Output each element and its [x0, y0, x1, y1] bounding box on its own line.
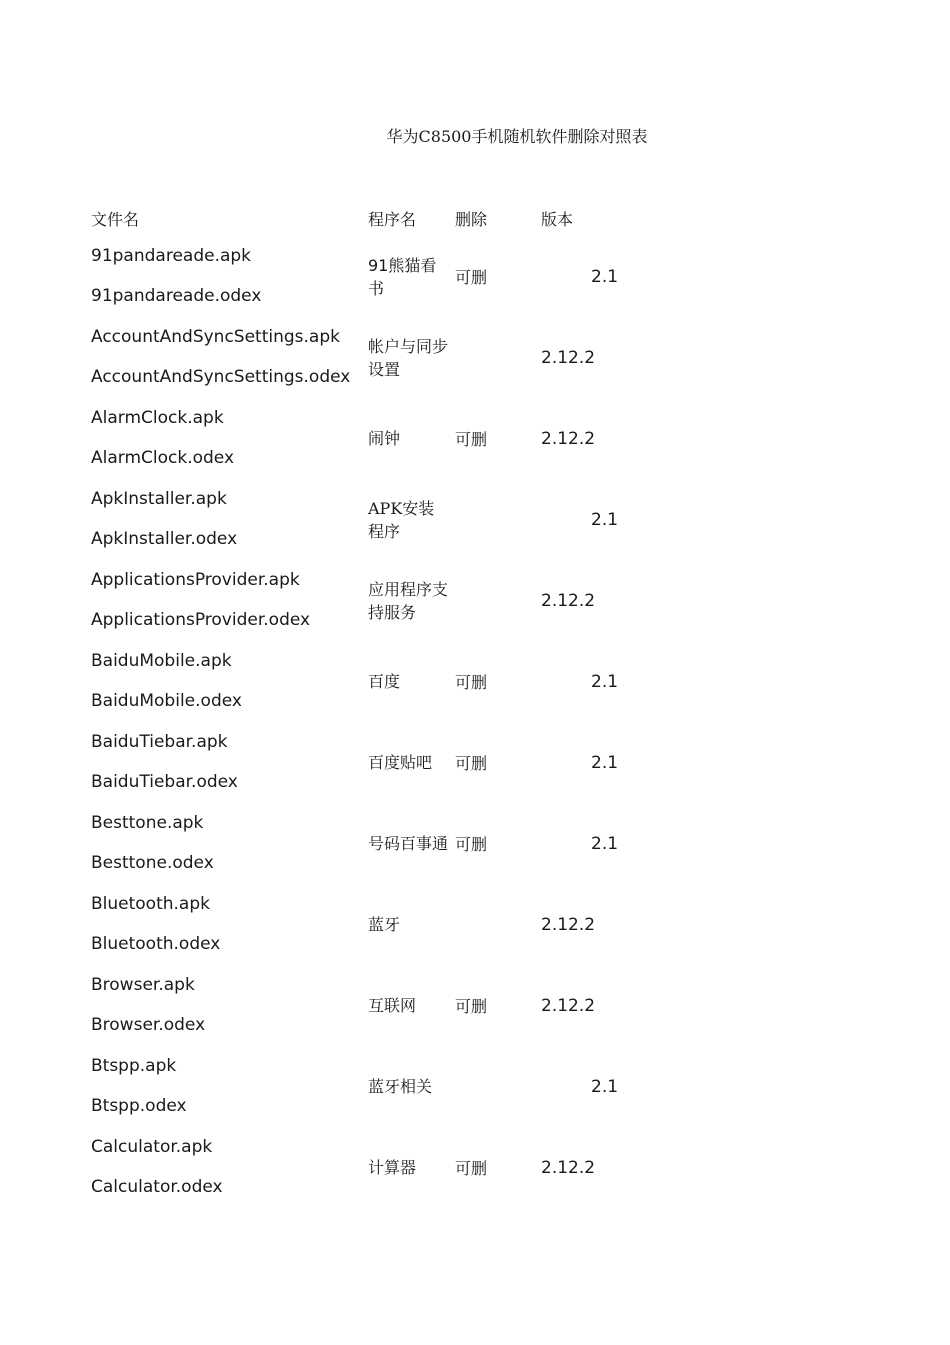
odex-filename: AccountAndSyncSettings.odex: [91, 367, 351, 387]
delete-status: 可删: [455, 1159, 488, 1178]
table-row: [0, 965, 950, 1046]
version: 2.1: [591, 671, 619, 692]
version: 2.12.2: [541, 1157, 596, 1178]
table-row: [0, 1046, 950, 1127]
program-name: APK安装程序: [368, 498, 435, 541]
program-name: 闹钟: [368, 429, 401, 448]
program-name: 号码百事通: [368, 834, 449, 853]
header-filename: 文件名: [91, 210, 140, 229]
apk-filename: AlarmClock.apk: [91, 408, 224, 428]
odex-filename: ApplicationsProvider.odex: [91, 610, 311, 630]
file-table: [0, 236, 950, 1208]
program-name: 蓝牙: [368, 915, 401, 934]
apk-filename: ApplicationsProvider.apk: [91, 570, 300, 590]
table-row: [0, 560, 950, 641]
table-row: [0, 884, 950, 965]
version: 2.12.2: [541, 995, 596, 1016]
header-version: 版本: [541, 210, 574, 229]
table-row: [0, 803, 950, 884]
version: 2.12.2: [541, 590, 596, 611]
program-name: 计算器: [368, 1158, 417, 1177]
delete-status: 可删: [455, 835, 488, 854]
odex-filename: BaiduMobile.odex: [91, 691, 242, 711]
odex-filename: BaiduTiebar.odex: [91, 772, 238, 792]
odex-filename: Besttone.odex: [91, 853, 214, 873]
header-program: 程序名: [368, 210, 417, 229]
delete-status: 可删: [455, 268, 488, 287]
odex-filename: Btspp.odex: [91, 1096, 187, 1116]
delete-status: 可删: [455, 430, 488, 449]
version: 2.1: [591, 833, 619, 854]
table-row: [0, 398, 950, 479]
odex-filename: Browser.odex: [91, 1015, 206, 1035]
program-name: 应用程序支持服务: [368, 579, 449, 622]
program-name: 帐户与同步设置: [368, 336, 449, 379]
apk-filename: Besttone.apk: [91, 813, 204, 833]
version: 2.1: [591, 1076, 619, 1097]
version: 2.12.2: [541, 428, 596, 449]
odex-filename: Calculator.odex: [91, 1177, 223, 1197]
apk-filename: Browser.apk: [91, 975, 195, 995]
odex-filename: Bluetooth.odex: [91, 934, 221, 954]
odex-filename: ApkInstaller.odex: [91, 529, 238, 549]
version: 2.12.2: [541, 347, 596, 368]
program-name: 蓝牙相关: [368, 1077, 433, 1096]
apk-filename: Bluetooth.apk: [91, 894, 210, 914]
program-name: 百度: [368, 672, 401, 691]
odex-filename: 91pandareade.odex: [91, 286, 262, 306]
table-row: [0, 1127, 950, 1208]
apk-filename: Calculator.apk: [91, 1137, 213, 1157]
apk-filename: ApkInstaller.apk: [91, 489, 227, 509]
table-row: [0, 236, 950, 317]
delete-status: 可删: [455, 754, 488, 773]
table-row: [0, 479, 950, 560]
program-name: 互联网: [368, 996, 417, 1015]
version: 2.1: [591, 509, 619, 530]
version: 2.12.2: [541, 914, 596, 935]
program-name: 百度贴吧: [368, 753, 433, 772]
program-name: 91熊猫看书: [368, 255, 437, 298]
apk-filename: Btspp.apk: [91, 1056, 177, 1076]
apk-filename: BaiduTiebar.apk: [91, 732, 228, 752]
version: 2.1: [591, 266, 619, 287]
table-row: [0, 722, 950, 803]
document-title: 华为C8500手机随机软件删除对照表: [386, 127, 648, 146]
apk-filename: AccountAndSyncSettings.apk: [91, 327, 340, 347]
delete-status: 可删: [455, 673, 488, 692]
apk-filename: 91pandareade.apk: [91, 246, 252, 266]
apk-filename: BaiduMobile.apk: [91, 651, 232, 671]
header-delete: 删除: [455, 210, 488, 229]
version: 2.1: [591, 752, 619, 773]
table-row: [0, 641, 950, 722]
odex-filename: AlarmClock.odex: [91, 448, 235, 468]
delete-status: 可删: [455, 997, 488, 1016]
table-row: [0, 317, 950, 398]
